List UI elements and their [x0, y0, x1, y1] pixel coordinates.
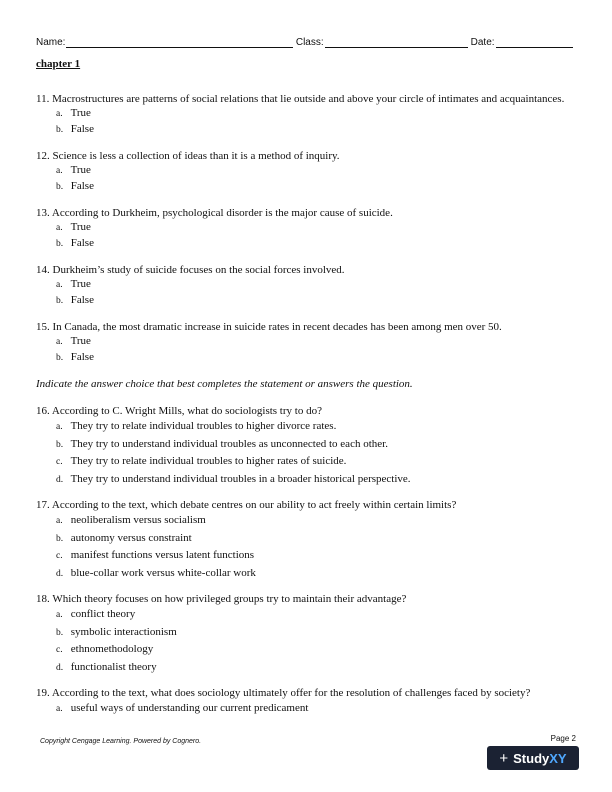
studyxy-logo — [487, 746, 579, 770]
answer-choice: a. They try to relate individual troubles to higher divorce rates. — [56, 420, 337, 432]
answer-choice: b. They try to understand individual troubles as unconnected to each other. — [56, 437, 388, 450]
chapter-heading: chapter 1 — [36, 58, 81, 70]
question-text: 14. Durkheim’s study of suicide focuses on the social forces involved. — [36, 264, 345, 276]
plus-icon: + — [499, 749, 509, 767]
answer-choice: a. neoliberalism versus socialism — [56, 514, 206, 526]
logo-wordmark: StudyXY — [513, 750, 567, 766]
page-number: Page 2 — [550, 734, 576, 743]
answer-choice: b. symbolic interactionism — [56, 625, 177, 638]
question — [36, 320, 581, 366]
answer-choice: b. False — [56, 351, 94, 363]
question — [36, 686, 581, 718]
question — [36, 404, 581, 488]
answer-choice: a. useful ways of understanding our current predicament — [56, 702, 309, 714]
answer-choice: c. They try to relate individual troubles to higher rates of suicide. — [56, 455, 347, 467]
answer-choice: a. True — [56, 278, 91, 290]
answer-choice: a. True — [56, 164, 91, 176]
answer-choice: b. autonomy versus constraint — [56, 531, 192, 544]
question-text: 11. Macrostructures are patterns of social relations that lie outside and above your circle of intimates and acquaintances. — [36, 93, 565, 105]
answer-choice: a. True — [56, 335, 91, 347]
date-label: Date: — [470, 37, 495, 48]
date-blank — [496, 36, 573, 48]
question-text: 13. According to Durkheim, psychological disorder is the major cause of suicide. — [36, 207, 393, 219]
question — [36, 206, 581, 252]
answer-choice: c. ethnomethodology — [56, 643, 154, 655]
question — [36, 263, 581, 309]
name-blank — [66, 36, 292, 48]
answer-choice: d. They try to understand individual troubles in a broader historical perspective. — [56, 472, 411, 485]
answer-choice: b. False — [56, 237, 94, 249]
question-text: 18. Which theory focuses on how privileged groups try to maintain their advantage? — [36, 593, 407, 605]
answer-choice: b. False — [56, 294, 94, 306]
name-label: Name: — [36, 37, 66, 48]
question-text: 12. Science is less a collection of ideas than it is a method of inquiry. — [36, 150, 340, 162]
question-text: 17. According to the text, which debate centres on our ability to act freely within certain limits? — [36, 499, 457, 511]
question-text: 15. In Canada, the most dramatic increase in suicide rates in recent decades has been among men over 50. — [36, 321, 502, 333]
answer-choice: d. functionalist theory — [56, 660, 157, 673]
question — [36, 92, 581, 138]
class-blank — [325, 36, 468, 48]
answer-choice: a. conflict theory — [56, 608, 136, 620]
answer-choice: b. False — [56, 123, 94, 135]
question — [36, 498, 581, 582]
copyright-footer: Copyright Cengage Learning. Powered by Cognero. — [40, 738, 202, 745]
question-text: 19. According to the text, what does sociology ultimately offer for the resolution of challenges faced by society? — [36, 687, 531, 699]
question — [36, 149, 581, 195]
answer-choice: a. True — [56, 107, 91, 119]
question-text: 16. According to C. Wright Mills, what do sociologists try to do? — [36, 405, 322, 417]
question-list — [36, 92, 581, 718]
instructions: Indicate the answer choice that best completes the statement or answers the question. — [36, 378, 413, 390]
answer-choice: a. True — [56, 221, 91, 233]
answer-choice: b. False — [56, 180, 94, 192]
answer-choice: c. manifest functions versus latent functions — [56, 549, 255, 561]
answer-choice: d. blue-collar work versus white-collar work — [56, 566, 256, 579]
question — [36, 592, 581, 676]
class-label: Class: — [295, 37, 324, 48]
header-fields — [36, 36, 576, 48]
